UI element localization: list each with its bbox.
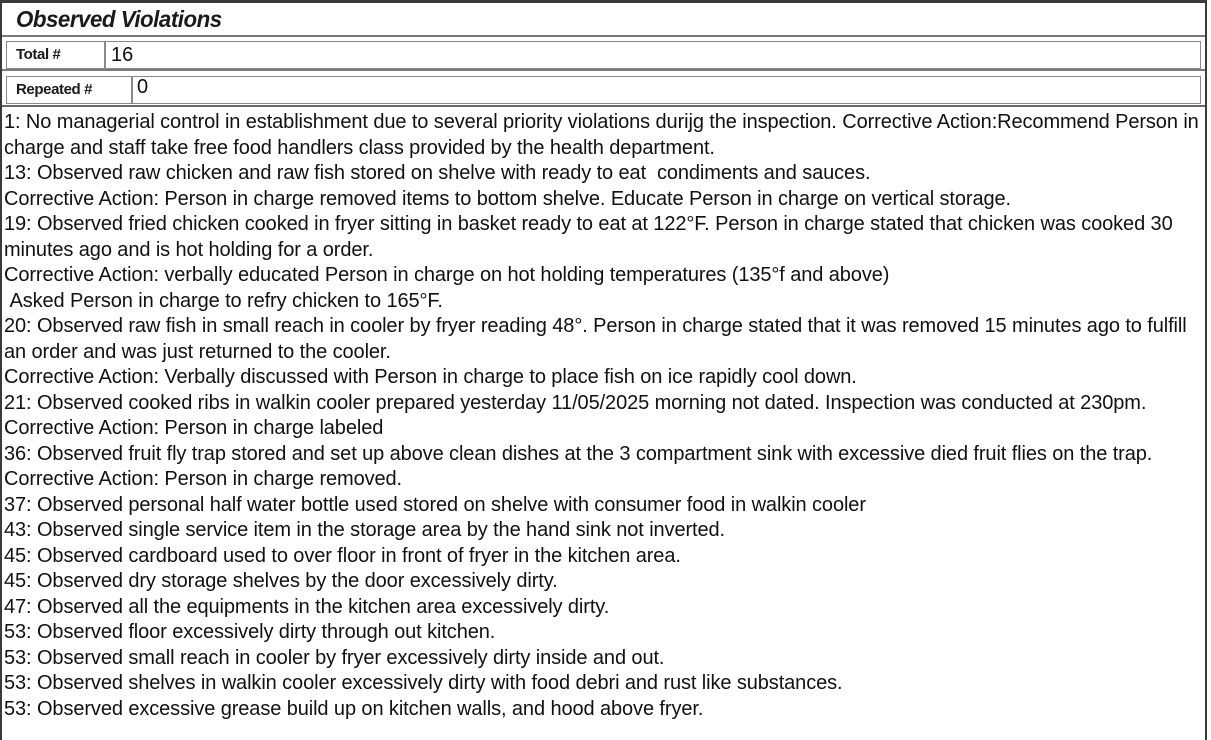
violation-line: 43: Observed single service item in the storage area by the hand sink not inverted. bbox=[4, 519, 725, 541]
violation-line: 53: Observed excessive grease build up on kitchen walls, and hood above fryer. bbox=[4, 697, 704, 720]
repeated-value-box bbox=[132, 76, 1201, 104]
section-title: Observed Violations bbox=[16, 6, 222, 32]
repeated-value: 0 bbox=[137, 76, 149, 98]
violation-line: 53: Observed small reach in cooler by fryer excessively dirty inside and out. bbox=[4, 646, 665, 669]
total-row bbox=[2, 39, 1205, 71]
total-label: Total # bbox=[6, 41, 105, 69]
violation-line: 53: Observed floor excessively dirty through out kitchen. bbox=[4, 621, 496, 643]
violation-line: 45: Observed cardboard used to over floor in front of fryer in the kitchen area. bbox=[4, 544, 681, 567]
violation-line: 20: Observed raw fish in small reach in cooler by fryer reading 48°. Person in charge stated that it was removed 15 minutes ago to fulfill an order and was just returned to the cooler. bbox=[4, 315, 1193, 363]
violation-line: 37: Observed personal half water bottle used stored on shelve with consumer food in walkin cooler bbox=[4, 493, 866, 516]
violation-line: 36: Observed fruit fly trap stored and set up above clean dishes at the 3 compartment sink with excessive died fruit flies on the trap. Corrective Action: Person in charge removed. bbox=[4, 442, 1158, 490]
repeated-label: Repeated # bbox=[6, 76, 132, 104]
violation-line: Corrective Action: Verbally discussed with Person in charge to place fish on ice rapidly cool down. bbox=[4, 366, 857, 388]
violation-line: Corrective Action: Person in charge removed items to bottom shelve. Educate Person in charge on vertical storage. bbox=[4, 187, 1011, 210]
violation-line: Corrective Action: Person in charge labeled bbox=[4, 417, 384, 439]
total-value-box bbox=[105, 41, 1201, 69]
violation-line: Asked Person in charge to refry chicken to 165°F. bbox=[4, 289, 443, 312]
violation-line: 45: Observed dry storage shelves by the door excessively dirty. bbox=[4, 570, 558, 592]
violation-line: 47: Observed all the equipments in the kitchen area excessively dirty. bbox=[4, 595, 610, 618]
total-value: 16 bbox=[111, 44, 134, 66]
violation-line: 53: Observed shelves in walkin cooler excessively dirty with food debri and rust like substances. bbox=[4, 672, 843, 694]
violation-line: Corrective Action: verbally educated Person in charge on hot holding temperatures (135°f and above) bbox=[4, 264, 890, 286]
repeated-row bbox=[2, 73, 1205, 107]
violation-line: 19: Observed fried chicken cooked in fryer sitting in basket ready to eat at 122°F. Person in charge stated that chicken was cooked 30 minutes ago and is hot holding for a order. bbox=[4, 213, 1179, 261]
violation-line: 1: No managerial control in establishment due to several priority violations durijg the inspection. Corrective Action:Recommend Person in charge and staff take free food handlers class provided by the health department. bbox=[4, 111, 1205, 159]
section-header bbox=[2, 3, 1205, 37]
violations-list bbox=[4, 110, 1205, 722]
violation-line: 13: Observed raw chicken and raw fish stored on shelve with ready to eat condiments and sauces. bbox=[4, 162, 871, 184]
violation-line: 21: Observed cooked ribs in walkin cooler prepared yesterday 11/05/2025 morning not dated. Inspection was conducted at 230pm. bbox=[4, 391, 1147, 414]
